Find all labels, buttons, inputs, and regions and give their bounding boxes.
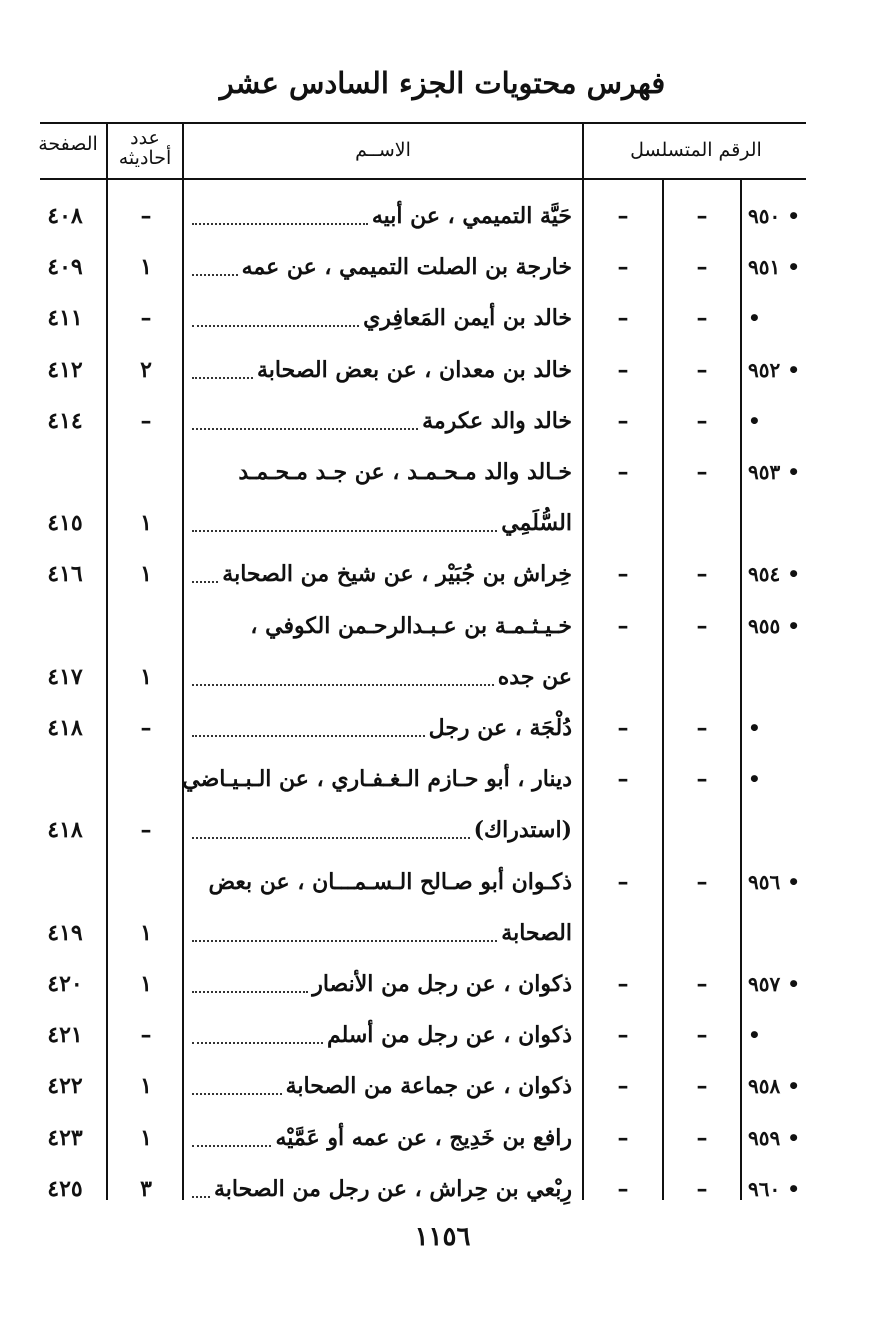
serial-number: • ٩٥٢ [748, 358, 800, 382]
name-text: خالد بن معدان ، عن بعض الصحابة [257, 357, 572, 383]
hadith-count: ١ [140, 664, 152, 690]
narrator-name [186, 508, 572, 538]
narrator-name [186, 406, 572, 436]
page-ref: ٤١٥ [47, 510, 83, 536]
serial-dash: – [617, 203, 629, 229]
narrator-name [182, 764, 572, 794]
serial-dash: – [696, 1073, 708, 1099]
narrator-name [186, 1020, 572, 1050]
narrator-name [186, 969, 572, 999]
serial-dash: – [617, 459, 629, 485]
page-ref: ٤١٩ [47, 920, 83, 946]
hadith-count: – [140, 1022, 152, 1048]
serial-number: • ٩٥٩ [748, 1126, 800, 1150]
hadith-count: ٣ [140, 1176, 152, 1202]
serial-number: • ٩٥١ [748, 255, 800, 279]
page-ref: ٤١٨ [47, 817, 83, 843]
serial-dash: – [617, 408, 629, 434]
serial-dash: – [696, 1125, 708, 1151]
narrator-name [186, 252, 572, 282]
serial-number: • ٩٥٤ [748, 562, 800, 586]
hadith-count: – [140, 305, 152, 331]
name-text: ذكوان ، عن رجل من أسلم [326, 1022, 572, 1048]
name-text: ذكوان ، عن رجل من الأنصار [312, 971, 572, 997]
hadith-count: – [140, 817, 152, 843]
serial-dash: – [696, 613, 708, 639]
page-ref: ٤١٦ [47, 561, 83, 587]
name-text: رافع بن خَدِيج ، عن عمه أو عَمَّيْه [275, 1125, 572, 1151]
serial-dash: – [617, 766, 629, 792]
serial-dash: – [617, 357, 629, 383]
serial-number: • ٩٥٥ [748, 614, 800, 638]
serial-dash: – [617, 1073, 629, 1099]
narrator-name [186, 1174, 572, 1204]
narrator-name [186, 815, 572, 845]
hadith-count: ٢ [140, 357, 152, 383]
page-ref: ٤٠٩ [47, 254, 83, 280]
narrator-name [186, 1071, 572, 1101]
header-count-line2: أحاديثه [118, 147, 172, 169]
hadith-count: ١ [140, 920, 152, 946]
page-ref: ٤٢١ [47, 1022, 83, 1048]
name-text: خـيـثـمـة بن عـبـدالرحـمن الكوفي ، [250, 613, 572, 639]
serial-number: • [748, 409, 761, 433]
hadith-count: – [140, 203, 152, 229]
serial-dash: – [696, 766, 708, 792]
hadith-count: – [140, 408, 152, 434]
hadith-count: ١ [140, 1073, 152, 1099]
serial-dash: – [696, 1022, 708, 1048]
name-text: السُّلَمِي [501, 510, 572, 536]
page-ref: ٤١٢ [47, 357, 83, 383]
serial-dash: – [617, 869, 629, 895]
hadith-count: ١ [140, 254, 152, 280]
serial-dash: – [696, 459, 708, 485]
narrator-name [186, 867, 572, 897]
serial-dash: – [696, 254, 708, 280]
table-top-rule [40, 122, 806, 124]
page-ref: ٤٢٢ [47, 1073, 83, 1099]
name-text: خالد بن أيمن المَعافِري [363, 305, 572, 331]
serial-number: • [748, 306, 761, 330]
narrator-name [186, 201, 572, 231]
page-ref: ٤١٧ [47, 664, 83, 690]
serial-dash: – [696, 869, 708, 895]
serial-dash: – [696, 1176, 708, 1202]
page-ref: ٤٢٠ [47, 971, 83, 997]
page-ref: ٤١٨ [47, 715, 83, 741]
serial-dash: – [617, 254, 629, 280]
name-text: (استدراك) [473, 817, 572, 843]
hadith-count: ١ [140, 510, 152, 536]
serial-dash: – [696, 203, 708, 229]
name-text: الصحابة [501, 920, 572, 946]
name-text: ذكـوان أبو صـالح الـسـمـــان ، عن بعض [208, 869, 572, 895]
header-name: الاســم [355, 139, 411, 161]
serial-number: • [748, 716, 761, 740]
narrator-name [186, 559, 572, 589]
header-page: الصفحة [38, 133, 98, 155]
name-text: خالد والد عكرمة [422, 408, 572, 434]
narrator-name [186, 457, 572, 487]
name-text: خِراش بن جُبَيْر ، عن شيخ من الصحابة [222, 561, 572, 587]
serial-number: • ٩٥٦ [748, 870, 800, 894]
name-text: دينار ، أبو حـازم الـغـفـاري ، عن الـبـيـاضي [182, 766, 572, 792]
page-ref: ٤١٤ [47, 408, 83, 434]
page-ref: ٤٢٣ [47, 1125, 83, 1151]
name-text: رِبْعي بن حِراش ، عن رجل من الصحابة [214, 1176, 572, 1202]
serial-number: • ٩٥٠ [748, 204, 800, 228]
serial-dash: – [617, 971, 629, 997]
header-bottom-rule [40, 178, 806, 180]
serial-dash: – [617, 715, 629, 741]
serial-dash: – [696, 971, 708, 997]
serial-number: • [748, 767, 761, 791]
serial-number: • ٩٦٠ [748, 1177, 800, 1201]
serial-dash: – [696, 305, 708, 331]
serial-number: • ٩٥٣ [748, 460, 800, 484]
narrator-name [186, 713, 572, 743]
serial-dash: – [696, 715, 708, 741]
narrator-name [186, 303, 572, 333]
serial-dash: – [617, 1022, 629, 1048]
hadith-count: ١ [140, 971, 152, 997]
narrator-name [186, 355, 572, 385]
serial-dash: – [617, 305, 629, 331]
name-text: ذكوان ، عن جماعة من الصحابة [285, 1073, 572, 1099]
page-ref: ٤١١ [47, 305, 83, 331]
narrator-name [186, 662, 572, 692]
hadith-count: ١ [140, 561, 152, 587]
narrator-name [186, 611, 572, 641]
page-ref: ٤٢٥ [47, 1176, 83, 1202]
serial-number: • ٩٥٨ [748, 1074, 800, 1098]
name-text: خارجة بن الصلت التميمي ، عن عمه [241, 254, 572, 280]
serial-dash: – [617, 1125, 629, 1151]
hadith-count: – [140, 715, 152, 741]
page-title: فهرس محتويات الجزء السادس عشر [219, 66, 666, 100]
page-ref: ٤٠٨ [47, 203, 83, 229]
name-text: خـالد والد مـحـمـد ، عن جـد مـحـمـد [238, 459, 572, 485]
serial-dash: – [696, 561, 708, 587]
serial-dash: – [696, 357, 708, 383]
serial-dash: – [696, 408, 708, 434]
narrator-name [186, 1123, 572, 1153]
header-count-line1: عدد [130, 127, 160, 149]
narrator-name [186, 918, 572, 948]
hadith-count: ١ [140, 1125, 152, 1151]
name-text: حَيَّة التميمي ، عن أبيه [371, 203, 572, 229]
serial-number: • ٩٥٧ [748, 972, 800, 996]
header-serial: الرقم المتسلسل [630, 139, 762, 161]
serial-dash: – [617, 1176, 629, 1202]
serial-dash: – [617, 561, 629, 587]
serial-dash: – [617, 613, 629, 639]
name-text: دُلْجَة ، عن رجل [428, 715, 572, 741]
name-text: عن جده [497, 664, 572, 690]
serial-number: • [748, 1023, 761, 1047]
page-number: ١١٥٦ [414, 1222, 471, 1252]
